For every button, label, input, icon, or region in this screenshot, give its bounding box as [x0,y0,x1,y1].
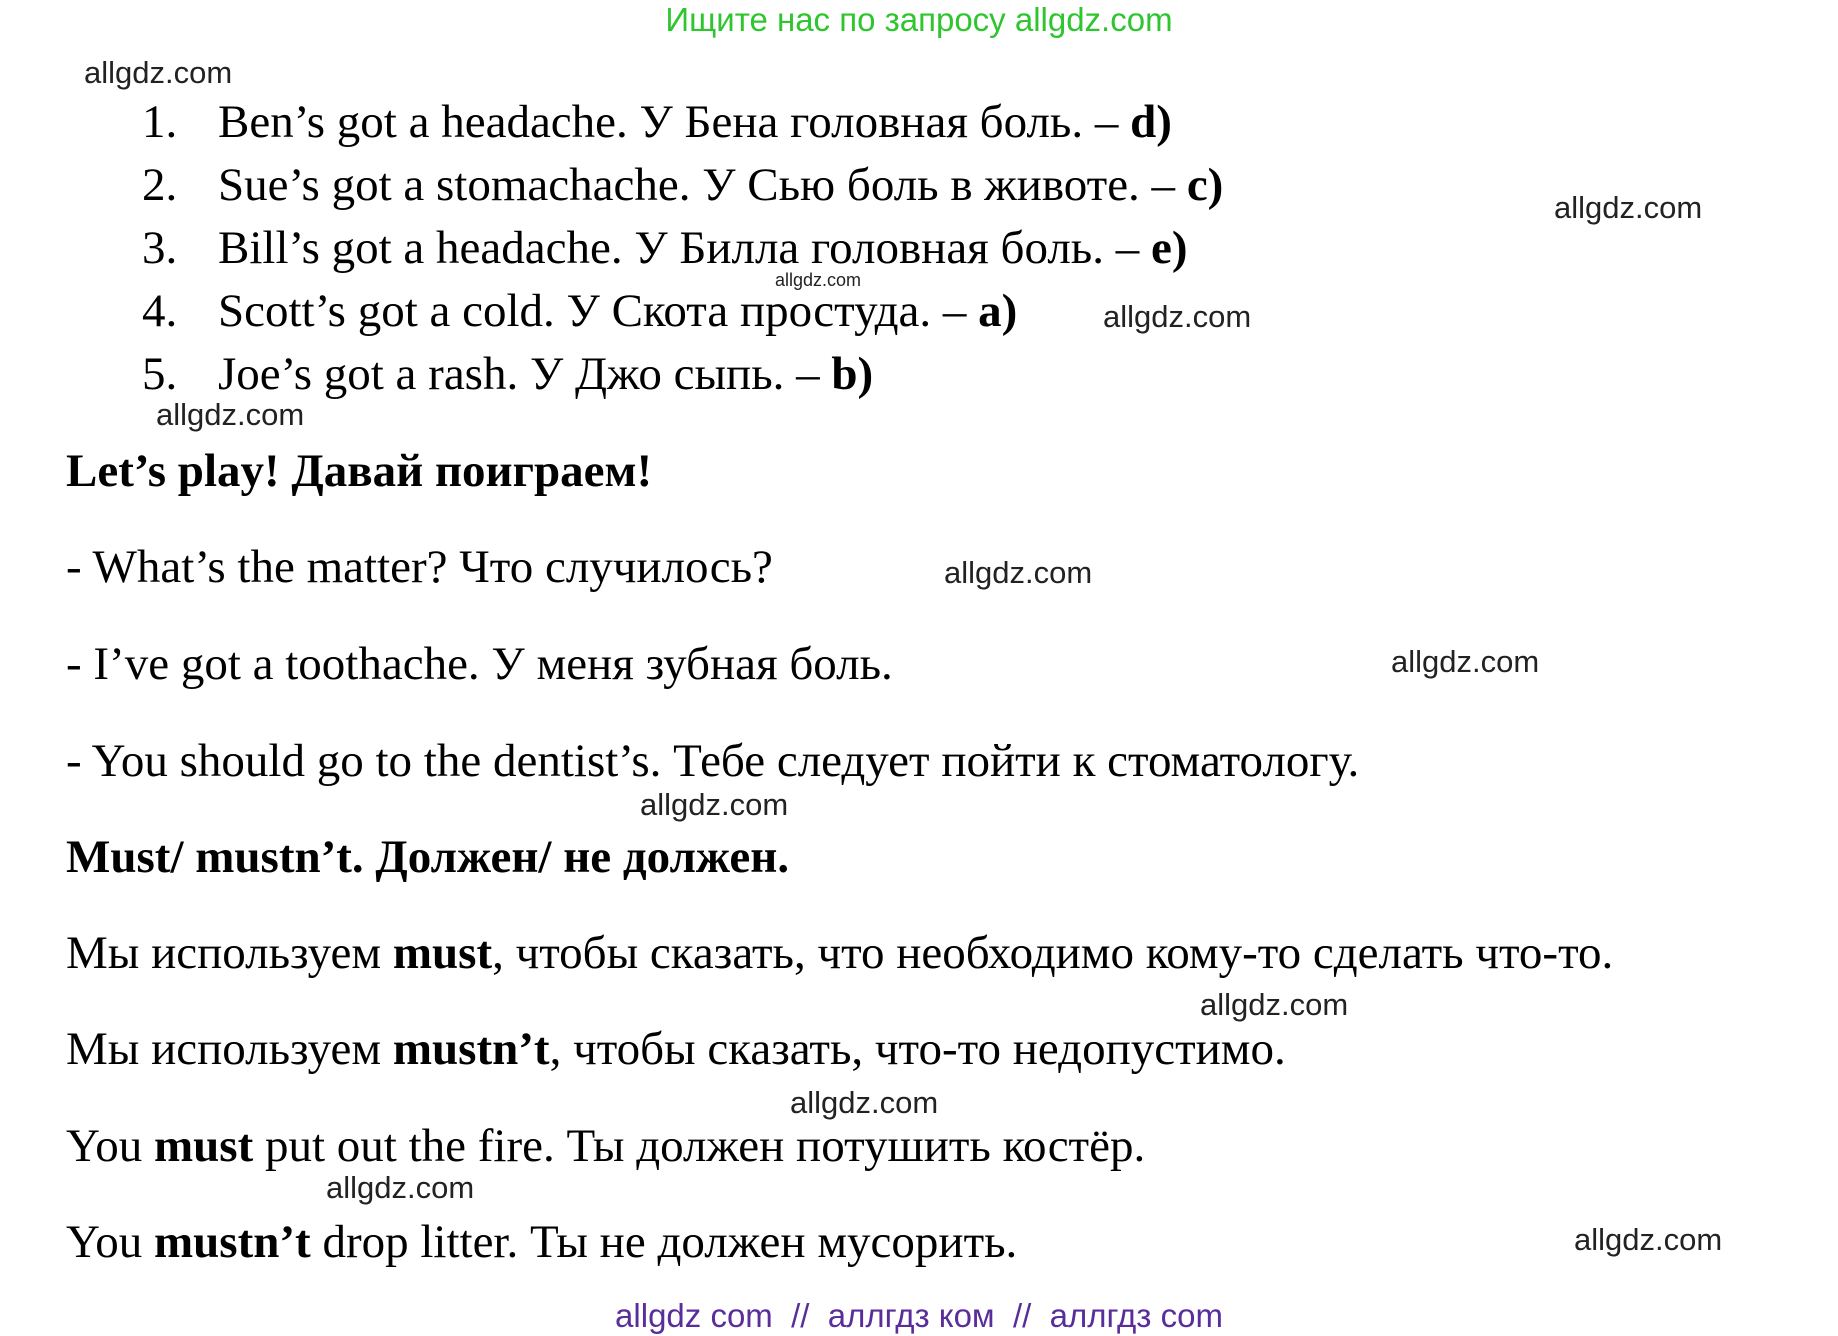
section-heading-lets-play: Let’s play! Давай поиграем! [66,445,653,497]
example-text: You [66,1216,154,1268]
list-item [142,94,1172,150]
watermark: allgdz.com [1391,644,1540,679]
watermark: allgdz.com [326,1170,475,1205]
top-banner: Ищите нас по запросу allgdz.com [665,1,1173,38]
watermark: allgdz.com [1103,299,1252,334]
list-text: Bill’s got a headache. У Билла головная боль. – [218,222,1140,274]
watermark: allgdz.com [1574,1222,1723,1257]
dialogue-line: - What’s the matter? Что случилось? [66,541,773,593]
list-item [142,283,1017,339]
rule-line [66,1021,1286,1077]
watermark: allgdz.com [1200,987,1349,1022]
list-answer: e) [1150,222,1188,274]
list-item [142,220,1188,276]
watermark: allgdz.com [944,555,1093,590]
example-text: You [66,1120,154,1172]
list-text: Ben’s got a headache. У Бена головная боль. – [218,96,1119,148]
list-text: Joe’s got a rash. У Джо сыпь. – [218,348,820,400]
list-answer: d) [1130,96,1172,148]
list-text: Sue’s got a stomachache. У Сью боль в животе. – [218,159,1176,211]
example-text: drop litter. Ты не должен мусорить. [310,1216,1018,1268]
list-number: 5. [142,348,178,400]
rule-keyword: must [392,927,493,979]
watermark: allgdz.com [84,55,233,90]
rule-text: Мы используем [66,1023,393,1075]
example-text: put out the fire. Ты должен потушить костёр. [253,1120,1146,1172]
dialogue-line: - I’ve got a toothache. У меня зубная боль. [66,638,893,690]
rule-text: , чтобы сказать, что необходимо кому-то сделать что-то. [492,927,1614,979]
rule-keyword: mustn’t [392,1023,550,1075]
example-line [66,1118,1145,1174]
bottom-banner: allgdz com // аллгдз ком // аллгдз com [615,1297,1223,1334]
list-answer: a) [978,285,1018,337]
watermark: allgdz.com [1554,190,1703,225]
rule-text: , чтобы сказать, что-то недопустимо. [549,1023,1286,1075]
rule-line [66,925,1613,981]
example-keyword: must [154,1120,254,1172]
list-text: Scott’s got a cold. У Скота простуда. – [218,285,967,337]
list-answer: b) [831,348,874,400]
watermark: allgdz.com [775,270,862,290]
list-number: 1. [142,96,178,148]
list-item [142,346,873,402]
list-number: 4. [142,285,178,337]
dialogue-line: - You should go to the dentist’s. Тебе следует пойти к стоматологу. [66,735,1360,787]
watermark: allgdz.com [790,1085,939,1120]
watermark: allgdz.com [640,787,789,822]
list-number: 2. [142,159,178,211]
watermark: allgdz.com [156,397,305,432]
section-heading-must: Must/ mustn’t. Должен/ не должен. [66,831,790,883]
list-answer: c) [1186,159,1224,211]
list-item [142,157,1223,213]
example-line [66,1214,1017,1270]
list-number: 3. [142,222,178,274]
rule-text: Мы используем [66,927,393,979]
example-keyword: mustn’t [154,1216,311,1268]
